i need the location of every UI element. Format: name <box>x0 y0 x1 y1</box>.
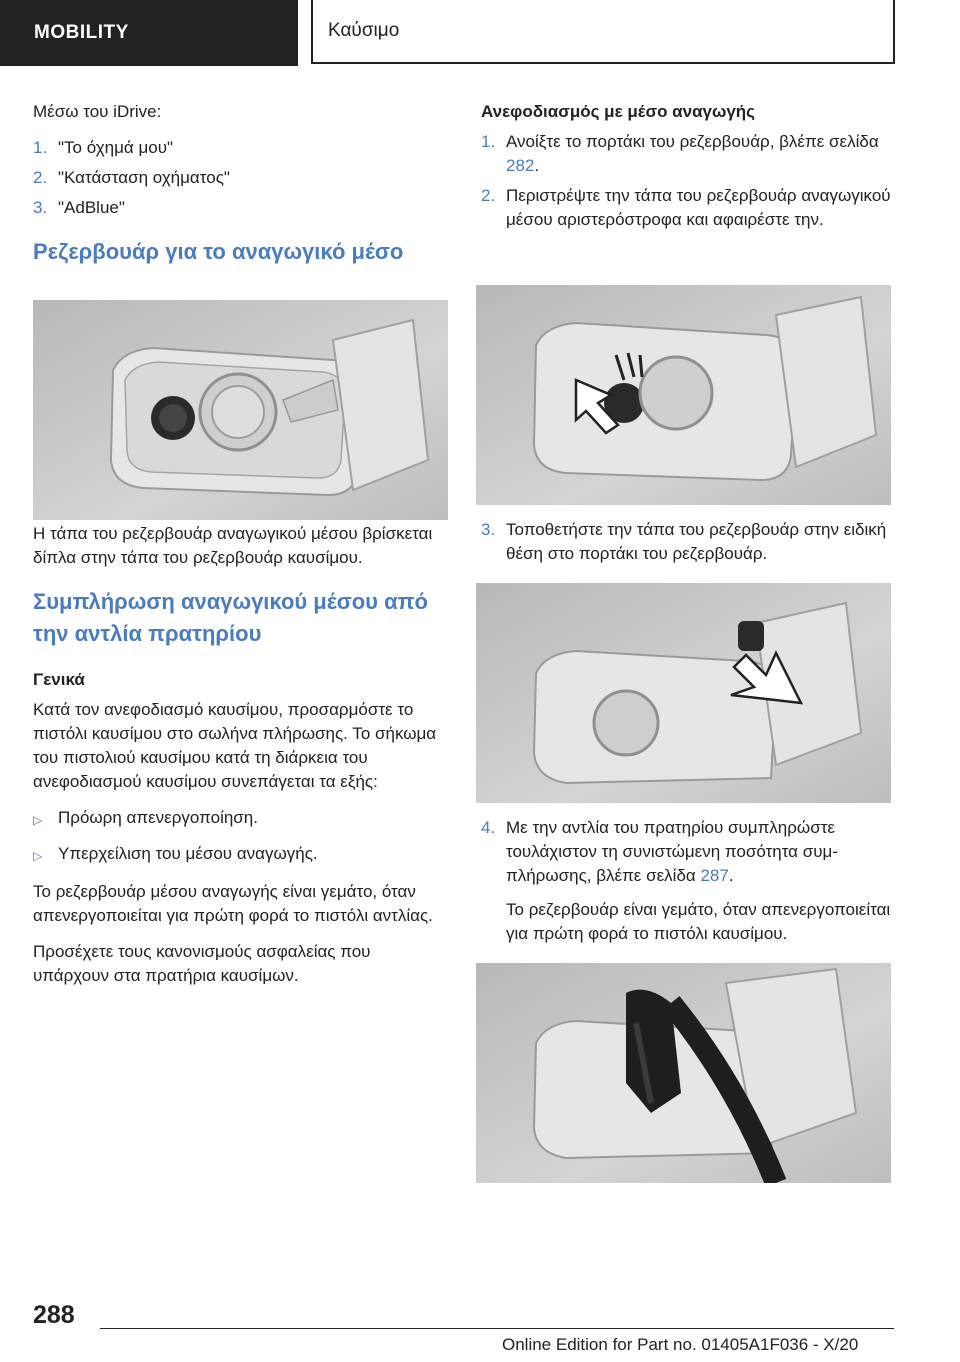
step-number: 1. <box>481 132 496 151</box>
nozzle-illustration <box>476 963 891 1183</box>
cap-holder-image <box>476 583 891 803</box>
list-item <box>33 196 449 220</box>
page-link-282[interactable]: 282 <box>506 156 535 175</box>
step-text: "Το όχημά μου" <box>58 138 174 157</box>
step-text: Περιστρέψτε την τάπα του ρεζερβουάρ αναγωγικού μέσου αριστερόστροφα και αφαιρέστε την. <box>506 186 891 229</box>
left-column <box>33 100 449 1000</box>
step-number: 4. <box>481 818 496 837</box>
refuel-heading: Ανεφοδιασμός με μέσο αναγωγής <box>481 102 756 121</box>
bullet-triangle-icon: ▷ <box>33 849 43 863</box>
step-text: Τοποθετήστε την τάπα του ρεζερβουάρ στην ειδική θέση στο πορτάκι του ρεζερβουάρ. <box>506 520 887 563</box>
list-item <box>33 842 449 868</box>
page-link-287[interactable]: 287 <box>700 866 729 885</box>
full-tank-paragraph: Το ρεζερβουάρ μέσου αναγωγής είναι γεμάτο, όταν απενεργοποιείται για πρώτη φορά το πιστόλι αντλίας. <box>33 882 433 925</box>
page-number: 288 <box>33 1301 75 1329</box>
step4-note: Το ρεζερβουάρ είναι γεμάτο, όταν απενεργοποιείται για πρώτη φορά το πιστόλι καυσίμου. <box>506 900 891 943</box>
fuel-flap-illustration <box>33 300 448 520</box>
section-heading-refill: Συμπλήρωση αναγωγικού μέσου από την αντλία πρατηρίου <box>33 589 428 646</box>
right-column-step4 <box>481 816 893 958</box>
step-number: 1. <box>33 138 48 157</box>
list-item <box>481 130 893 178</box>
idrive-steps <box>33 136 449 220</box>
refuel-steps <box>481 130 893 232</box>
section-heading-tank: Ρεζερβουάρ για το αναγωγικό μέσο <box>33 239 404 264</box>
right-column-step3 <box>481 518 893 576</box>
list-item <box>481 518 893 566</box>
list-item <box>33 136 449 160</box>
refuel-steps-3 <box>481 518 893 566</box>
step-text: "AdBlue" <box>58 198 125 217</box>
step-text <box>506 130 893 178</box>
fuel-flap-image <box>33 300 448 520</box>
idrive-intro: Μέσω του iDrive: <box>33 102 162 121</box>
step-number: 2. <box>481 186 496 205</box>
list-item <box>33 806 449 832</box>
step-text-end: . <box>534 156 540 175</box>
refuel-steps-4 <box>481 816 893 888</box>
cap-holder-illustration <box>476 583 891 803</box>
chapter-title: Καύσιμο <box>311 0 895 64</box>
subheading-general: Γενικά <box>33 670 85 689</box>
consequence-list <box>33 806 449 868</box>
step-text <box>506 816 893 888</box>
cap-removal-image <box>476 285 891 505</box>
step-number: 2. <box>33 168 48 187</box>
figure-caption: Η τάπα του ρεζερβουάρ αναγωγικού μέσου βρίσκεται δίπλα στην τάπα του ρεζερβουάρ καυσίμου. <box>33 524 433 567</box>
bullet-text: Πρόωρη απενεργοποίηση. <box>58 808 258 827</box>
bullet-text: Υπερχείλιση του μέσου αναγωγής. <box>58 844 318 863</box>
step-text-body: Ανοίξτε το πορτάκι του ρεζερβουάρ, βλέπε σελίδα <box>506 132 879 151</box>
step-number: 3. <box>33 198 48 217</box>
step-text-end: . <box>728 866 734 885</box>
footer-divider <box>100 1328 894 1329</box>
general-paragraph: Κατά τον ανεφοδιασμό καυσίμου, προσαρμόστε το πιστόλι καυσίμου στο σωλήνα πλήρωσης. Το σήκωμα του πιστολιού καυσίμου κατά τη διάρκεια του ανεφοδιασμού καυσίμου συνεπάγεται τα εξής: <box>33 700 437 791</box>
step-number: 3. <box>481 520 496 539</box>
cap-removal-illustration <box>476 285 891 505</box>
safety-paragraph: Προσέχετε τους κανονισμούς ασφαλείας που υπάρχουν στα πρατήρια καυσίμων. <box>33 942 371 985</box>
step-text-body: Με την αντλία του πρατηρίου συμπληρώστε τουλάχιστον τη συνιστώμενη ποσότητα συμπλήρωσης, βλέπε σελίδα <box>506 818 838 885</box>
section-tab: MOBILITY <box>0 0 298 66</box>
bullet-triangle-icon: ▷ <box>33 813 43 827</box>
step-text: "Κατάσταση οχήματος" <box>58 168 230 187</box>
list-item <box>481 816 893 888</box>
right-column <box>481 100 893 238</box>
nozzle-image <box>476 963 891 1183</box>
list-item <box>481 184 893 232</box>
list-item <box>33 166 449 190</box>
page-header <box>0 0 960 66</box>
edition-footer: Online Edition for Part no. 01405A1F036 - X/20 <box>502 1335 859 1354</box>
